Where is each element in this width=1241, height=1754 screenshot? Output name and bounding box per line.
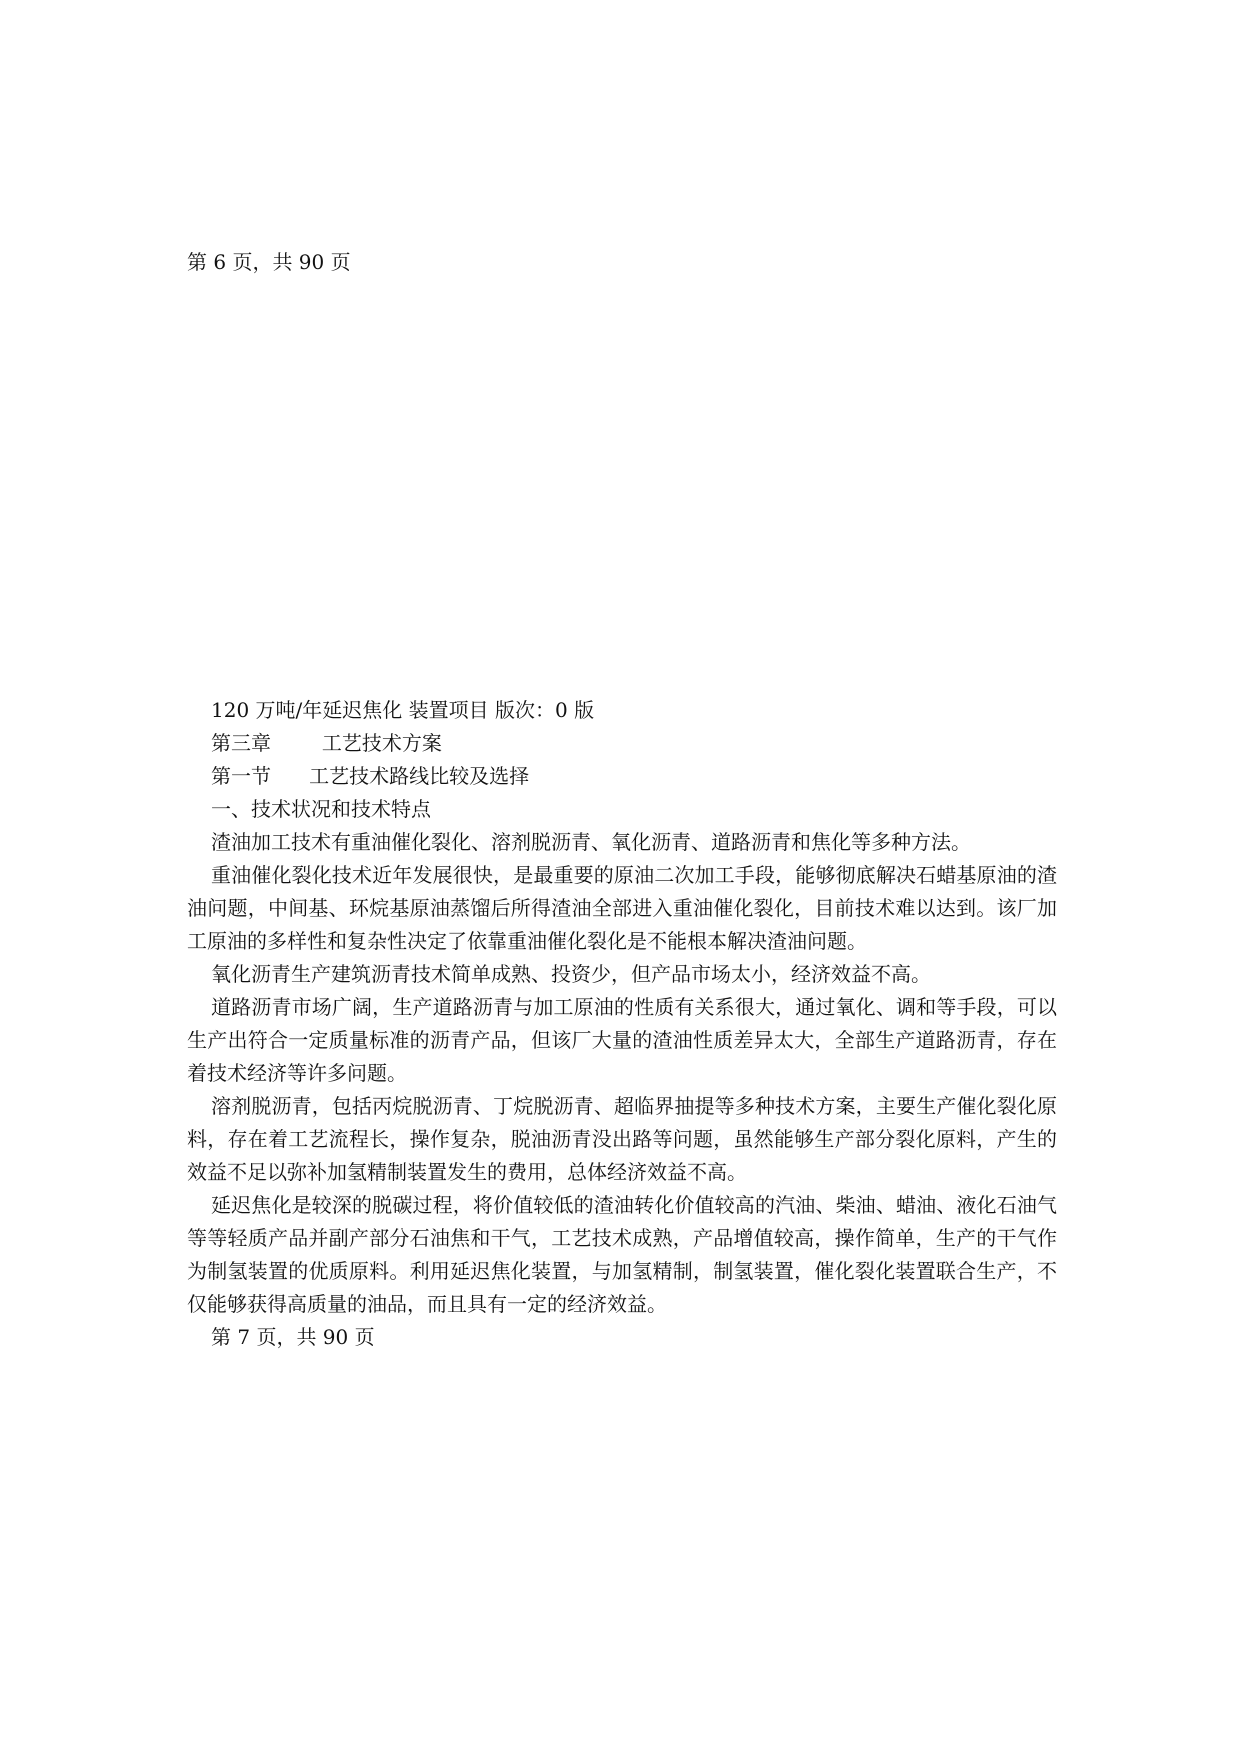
paragraph-1: 渣油加工技术有重油催化裂化、溶剂脱沥青、氧化沥青、道路沥青和焦化等多种方法。 xyxy=(211,830,971,854)
page-footer-6: 第 6 页，共 90 页 xyxy=(187,250,351,274)
paragraph-4: 道路沥青市场广阔，生产道路沥青与加工原油的性质有关系很大，通过氧化、调和等手段，可以生产出符合一定质量标准的沥青产品，但该厂大量的渣油性质差异太大，全部生产道路沥青，存在着技术经济等许多问题。 xyxy=(187,995,1057,1085)
paragraph-6: 延迟焦化是较深的脱碳过程，将价值较低的渣油转化价值较高的汽油、柴油、蜡油、液化石油气等等轻质产品并副产部分石油焦和干气，工艺技术成熟，产品增值较高，操作简单，生产的干气作为制氢装置的优质原料。利用延迟焦化装置，与加氢精制，制氢装置，催化裂化装置联合生产，不仅能够获得高质量的油品，而且具有一定的经济效益。 xyxy=(187,1193,1057,1316)
chapter-title: 第三章 工艺技术方案 xyxy=(211,731,442,755)
subsection-title: 一、技术状况和技术特点 xyxy=(211,797,431,821)
paragraph-5: 溶剂脱沥青，包括丙烷脱沥青、丁烷脱沥青、超临界抽提等多种技术方案，主要生产催化裂化原料，存在着工艺流程长，操作复杂，脱油沥青没出路等问题，虽然能够生产部分裂化原料，产生的效益不足以弥补加氢精制装置发生的费用，总体经济效益不高。 xyxy=(187,1094,1057,1184)
document-body xyxy=(187,727,1057,1354)
page-footer-7: 第 7 页，共 90 页 xyxy=(211,1325,375,1349)
section-title: 第一节 工艺技术路线比较及选择 xyxy=(211,764,530,788)
paragraph-3: 氧化沥青生产建筑沥青技术简单成熟、投资少，但产品市场太小，经济效益不高。 xyxy=(211,962,931,986)
project-header: 120 万吨/年延迟焦化 装置项目 版次：0 版 xyxy=(211,698,595,722)
paragraph-2: 重油催化裂化技术近年发展很快，是最重要的原油二次加工手段，能够彻底解决石蜡基原油的渣油问题，中间基、环烷基原油蒸馏后所得渣油全部进入重油催化裂化，目前技术难以达到。该厂加工原油的多样性和复杂性决定了依靠重油催化裂化是不能根本解决渣油问题。 xyxy=(187,863,1057,953)
